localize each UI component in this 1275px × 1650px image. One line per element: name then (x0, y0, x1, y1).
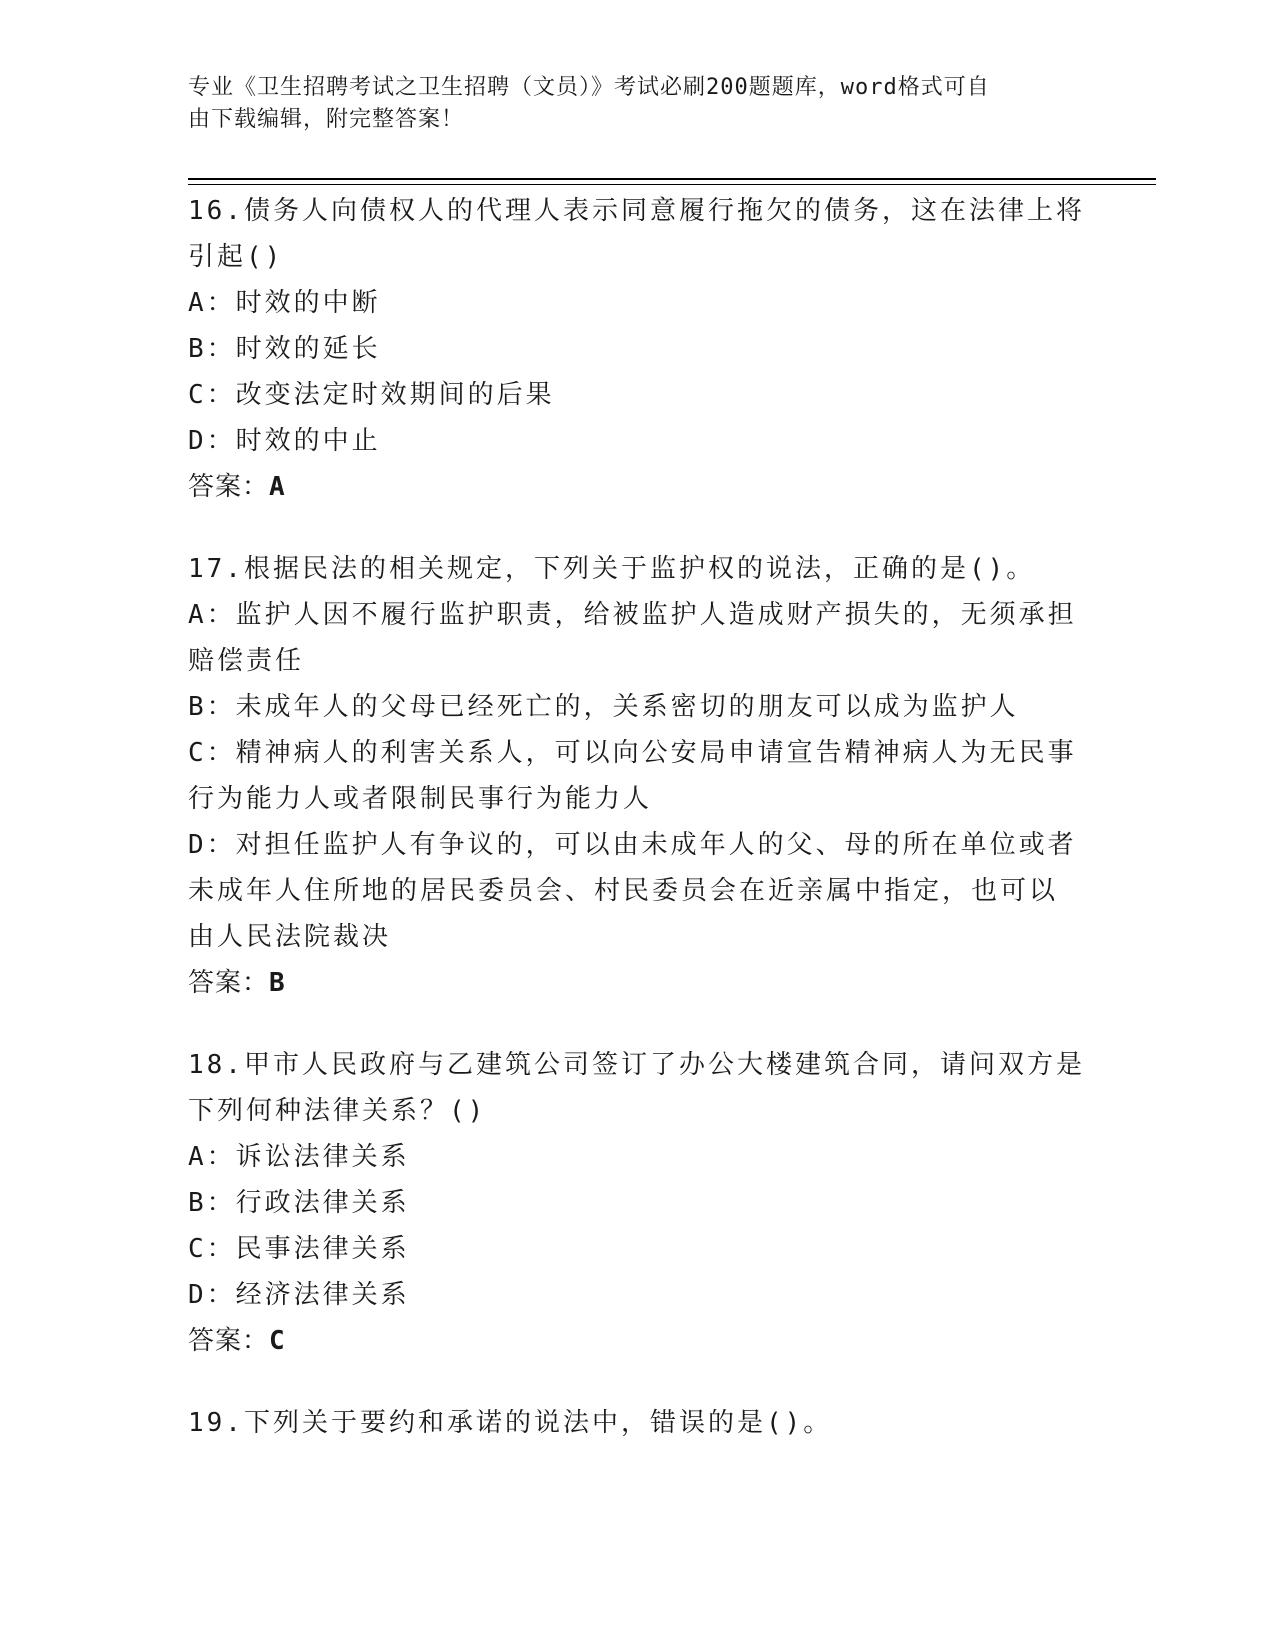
answer-option-line: D：对担任监护人有争议的，可以由未成年人的父、母的所在单位或者 (188, 830, 1077, 860)
answer-option-line: C：改变法定时效期间的后果 (188, 380, 555, 410)
answer-option-line: 赔偿责任 (188, 646, 305, 676)
answer-option-line: A：时效的中断 (188, 288, 381, 318)
answer-label: 答案： (188, 1326, 270, 1356)
question-stem-line: 引起() (188, 242, 284, 272)
answer-key (188, 464, 1088, 510)
question-stem-line: 16.债务人向债权人的代理人表示同意履行拖欠的债务，这在法律上将 (188, 196, 1085, 226)
header-divider-thin (188, 184, 1156, 185)
answer-option-line: B：行政法律关系 (188, 1188, 410, 1218)
question-list (188, 188, 1088, 1482)
answer-value: B (269, 968, 286, 998)
header-line-2: 由下载编辑，附完整答案！ (188, 107, 465, 132)
answer-option-line: C：民事法律关系 (188, 1234, 410, 1264)
answer-option-line: 未成年人住所地的居民委员会、村民委员会在近亲属中指定，也可以 (188, 876, 1059, 906)
question-stem-line: 17.根据民法的相关规定，下列关于监护权的说法，正确的是()。 (188, 554, 1036, 584)
answer-key (188, 1318, 1088, 1364)
question-stem-line: 下列何种法律关系？() (188, 1096, 487, 1126)
question-block (188, 546, 1088, 1006)
answer-option-line: 由人民法院裁决 (188, 922, 392, 952)
header-divider-thick (188, 178, 1156, 180)
question-block (188, 188, 1088, 510)
answer-value: C (269, 1326, 286, 1356)
answer-option-line: 行为能力人或者限制民事行为能力人 (188, 784, 653, 814)
answer-value: A (269, 472, 286, 502)
answer-label: 答案： (188, 968, 270, 998)
document-header (188, 72, 1088, 136)
answer-option-line: B：未成年人的父母已经死亡的，关系密切的朋友可以成为监护人 (188, 692, 1019, 722)
answer-label: 答案： (188, 472, 270, 502)
question-stem-line: 18.甲市人民政府与乙建筑公司签订了办公大楼建筑合同，请问双方是 (188, 1050, 1085, 1080)
answer-option-line: D：时效的中止 (188, 426, 381, 456)
question-block (188, 1042, 1088, 1364)
answer-option-line: A：监护人因不履行监护职责，给被监护人造成财产损失的，无须承担 (188, 600, 1077, 630)
answer-option-line: B：时效的延长 (188, 334, 381, 364)
question-stem-line: 19.下列关于要约和承诺的说法中，错误的是()。 (188, 1408, 833, 1438)
answer-option-line: C：精神病人的利害关系人，可以向公安局申请宣告精神病人为无民事 (188, 738, 1077, 768)
answer-key (188, 960, 1088, 1006)
header-line-1: 专业《卫生招聘考试之卫生招聘（文员）》考试必刷200题题库，word格式可自 (188, 75, 990, 100)
question-block (188, 1400, 1088, 1446)
answer-option-line: A：诉讼法律关系 (188, 1142, 410, 1172)
answer-option-line: D：经济法律关系 (188, 1280, 410, 1310)
